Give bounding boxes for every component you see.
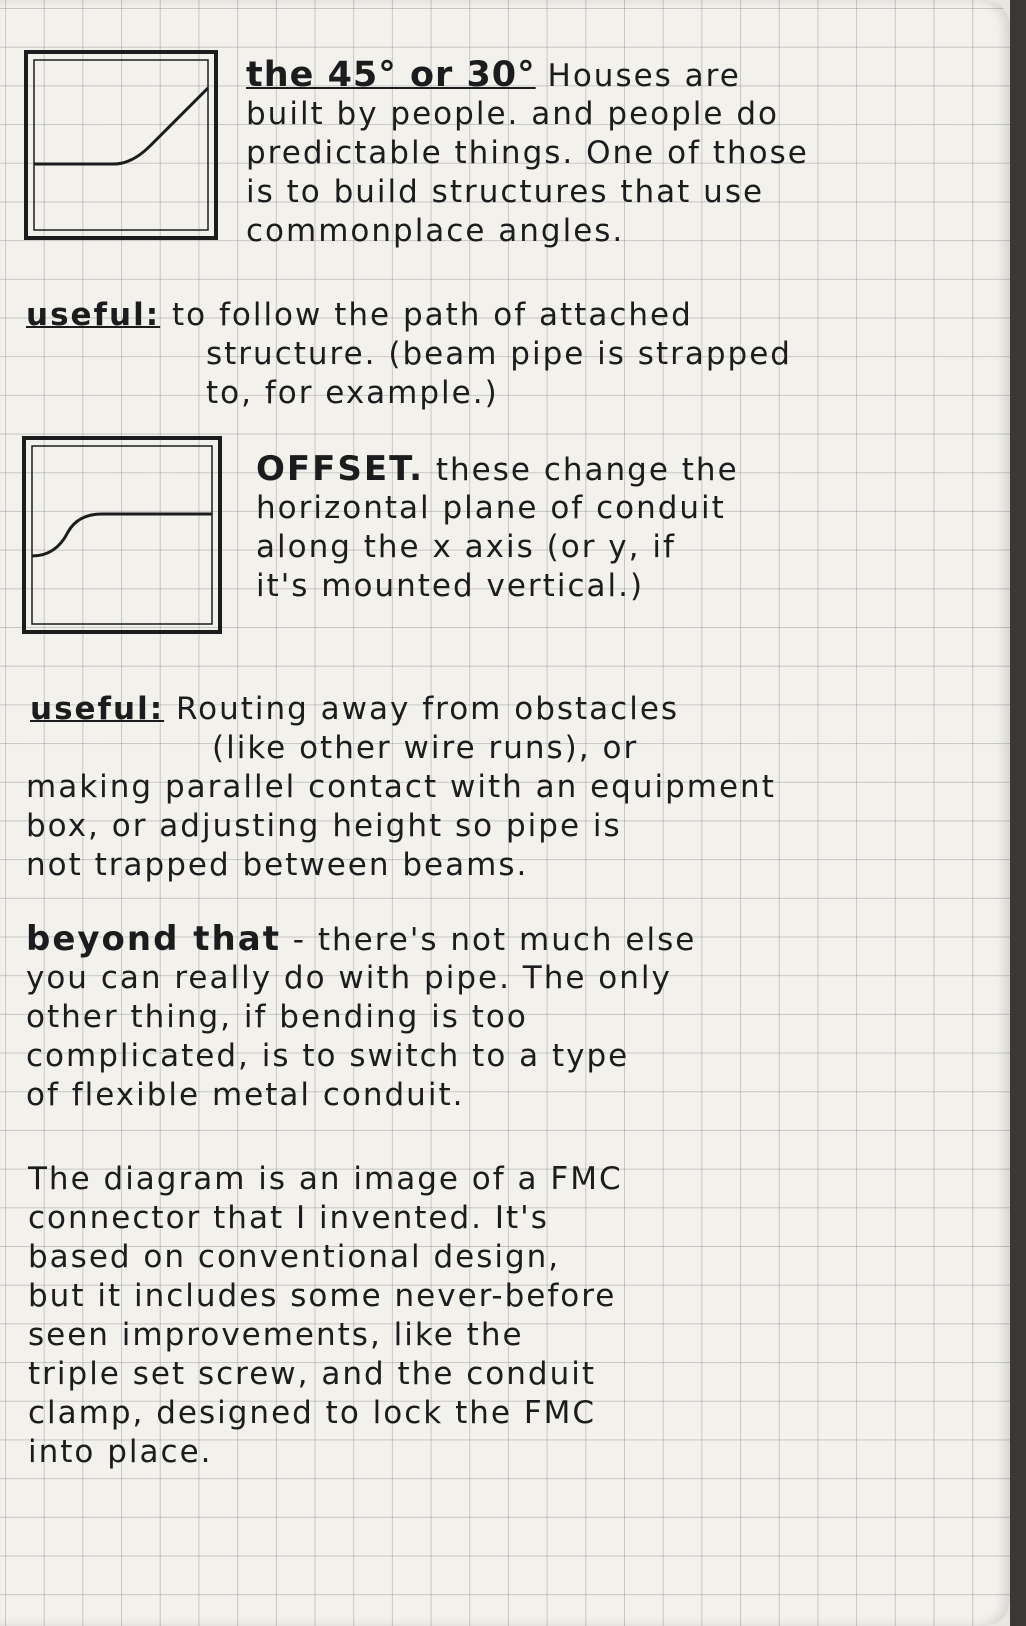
offset-curve xyxy=(32,514,212,556)
offset-sketch xyxy=(20,434,226,638)
useful-2-line-1: Routing away from obstacles xyxy=(164,691,680,727)
paragraph-diagram-line-6: triple set screw, and the conduit xyxy=(28,1356,597,1392)
useful-label-2: useful: xyxy=(30,691,165,727)
section-offset-line-1: these change the xyxy=(424,452,739,488)
section-45-30-line-1: Houses are xyxy=(535,58,741,94)
bend-curve xyxy=(34,88,208,164)
section-offset-heading: OFFSET. xyxy=(256,449,425,489)
section-offset-line-3: along the x axis (or y, if xyxy=(256,529,676,565)
section-offset xyxy=(256,450,739,606)
useful-note-2 xyxy=(30,690,679,729)
useful-2-line-5: not trapped between beams. xyxy=(26,847,529,883)
useful-1-line-2: structure. (beam pipe is strapped xyxy=(206,336,792,372)
useful-2-line-2: (like other wire runs), or xyxy=(212,730,639,766)
paragraph-beyond xyxy=(26,920,696,1115)
section-45-30-line-2: built by people. and people do xyxy=(246,96,779,132)
useful-1-line-1: to follow the path of attached xyxy=(160,297,693,333)
paragraph-diagram-line-4: but it includes some never-before xyxy=(28,1278,617,1314)
useful-note-2-indent xyxy=(212,729,638,768)
useful-note-1 xyxy=(26,296,693,335)
useful-note-1-cont xyxy=(206,335,792,413)
section-offset-line-2: horizontal plane of conduit xyxy=(256,490,726,526)
section-45-30-heading: the 45° or 30° xyxy=(246,55,536,95)
paragraph-diagram-line-8: into place. xyxy=(28,1434,213,1470)
useful-label-1: useful: xyxy=(26,297,161,333)
page-edge xyxy=(1010,0,1026,1626)
paragraph-diagram xyxy=(28,1160,623,1472)
section-45-30-line-3: predictable things. One of those xyxy=(246,135,809,171)
bend-45-30-sketch xyxy=(22,48,222,244)
paragraph-beyond-lead: beyond that xyxy=(26,919,281,959)
paragraph-beyond-line-3: other thing, if bending is too xyxy=(26,999,528,1035)
paragraph-beyond-line-5: of flexible metal conduit. xyxy=(26,1077,465,1113)
section-45-30 xyxy=(246,56,809,251)
useful-1-line-3: to, for example.) xyxy=(206,375,499,411)
useful-note-2-cont xyxy=(26,768,776,885)
paragraph-diagram-line-1: The diagram is an image of a FMC xyxy=(28,1161,623,1197)
section-45-30-line-5: commonplace angles. xyxy=(246,213,625,249)
useful-2-line-3: making parallel contact with an equipment xyxy=(26,769,776,805)
paragraph-beyond-line-1: - there's not much else xyxy=(280,922,697,958)
paragraph-diagram-line-2: connector that I invented. It's xyxy=(28,1200,549,1236)
paragraph-diagram-line-3: based on conventional design, xyxy=(28,1239,561,1275)
paragraph-beyond-line-2: you can really do with pipe. The only xyxy=(26,960,672,996)
section-offset-line-4: it's mounted vertical.) xyxy=(256,568,645,604)
paragraph-diagram-line-7: clamp, designed to lock the FMC xyxy=(28,1395,597,1431)
paragraph-diagram-line-5: seen improvements, like the xyxy=(28,1317,524,1353)
section-45-30-line-4: is to build structures that use xyxy=(246,174,765,210)
paragraph-beyond-line-4: complicated, is to switch to a type xyxy=(26,1038,630,1074)
useful-2-line-4: box, or adjusting height so pipe is xyxy=(26,808,622,844)
